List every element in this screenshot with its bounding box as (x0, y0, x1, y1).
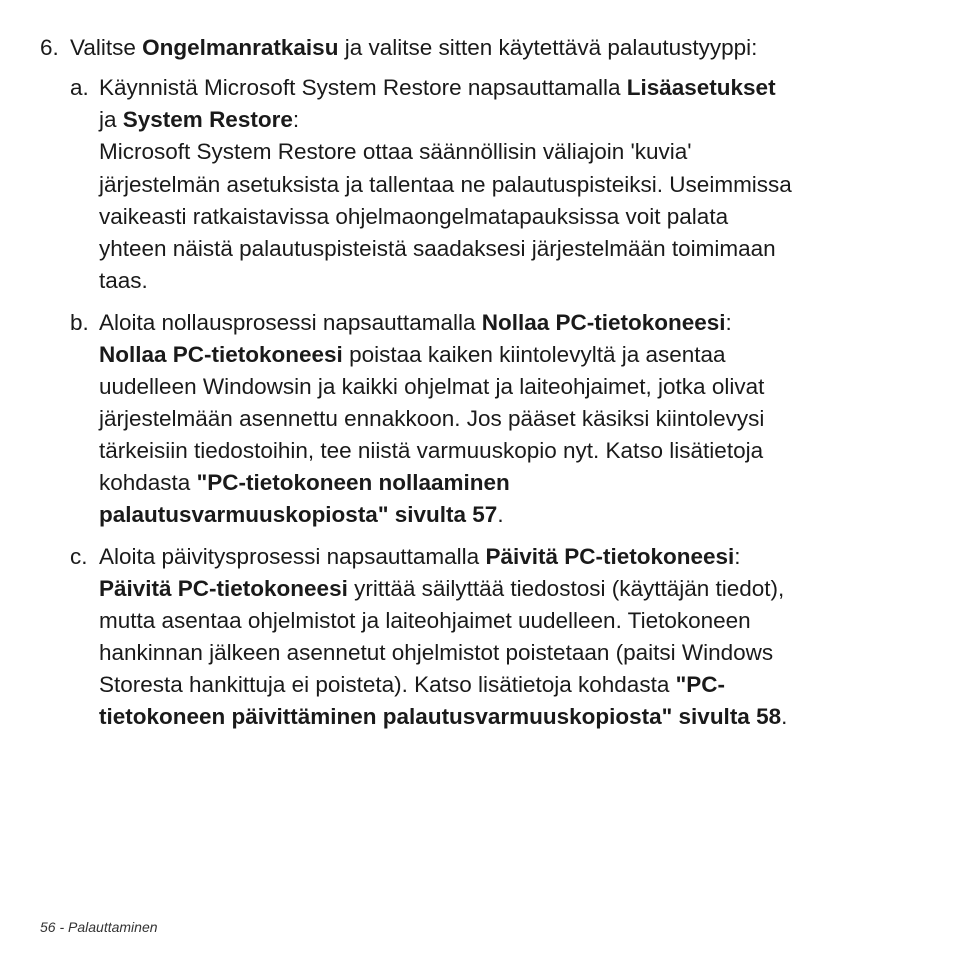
item-a-line-3: Microsoft System Restore ottaa säännöllisin väliajoin 'kuvia' (99, 139, 692, 164)
item-c-line-1: Aloita päivitysprosessi napsauttamalla Päivitä PC-tietokoneesi: (99, 544, 741, 569)
step-number: 6. (40, 35, 59, 60)
item-a-line-7: taas. (99, 268, 148, 293)
item-b-line-7: palautusvarmuuskopiosta" sivulta 57. (99, 502, 504, 527)
item-a-line-2: ja System Restore: (99, 107, 300, 132)
item-a-line-4: järjestelmän asetuksista ja tallentaa ne palautuspisteiksi. Useimmissa (99, 172, 792, 197)
item-b-line-4: järjestelmään asennettu ennakkoon. Jos pääset käsiksi kiintolevysi (99, 406, 765, 431)
step-6-text: Valitse Ongelmanratkaisu ja valitse sitten käytettävä palautustyyppi: (70, 35, 758, 60)
item-b-line-3: uudelleen Windowsin ja kaikki ohjelmat ja laiteohjaimet, jotka olivat (99, 374, 765, 399)
page-footer: 56 - Palauttaminen (40, 919, 158, 935)
item-a-line-1: Käynnistä Microsoft System Restore napsauttamalla Lisäasetukset (99, 75, 776, 100)
item-c-line-4: hankinnan jälkeen asennetut ohjelmistot poistetaan (paitsi Windows (99, 640, 774, 665)
item-b-marker: b. (70, 310, 89, 335)
item-b-line-6: kohdasta "PC-tietokoneen nollaaminen (99, 470, 510, 495)
item-c-line-2: Päivitä PC-tietokoneesi yrittää säilyttää tiedostosi (käyttäjän tiedot), (99, 576, 785, 601)
cross-reference-link: palautusvarmuuskopiosta" sivulta 57 (99, 502, 498, 527)
item-b-line-1: Aloita nollausprosessi napsauttamalla Nollaa PC-tietokoneesi: (99, 310, 732, 335)
item-a-line-6: yhteen näistä palautuspisteistä saadaksesi järjestelmään toimimaan (99, 236, 776, 261)
item-a-line-5: vaikeasti ratkaistavissa ohjelmaongelmatapauksissa voit palata (99, 204, 729, 229)
item-c-line-3: mutta asentaa ohjelmistot ja laiteohjaimet uudelleen. Tietokoneen (99, 608, 751, 633)
ongelmanratkaisu-term: Ongelmanratkaisu (142, 35, 339, 60)
cross-reference-link: "PC-tietokoneen nollaaminen (196, 470, 510, 495)
item-b-line-2: Nollaa PC-tietokoneesi poistaa kaiken kiintolevyltä ja asentaa (99, 342, 726, 367)
cross-reference-link: tietokoneen päivittäminen palautusvarmuuskopiosta" sivulta 58 (99, 704, 782, 729)
item-c-line-5: Storesta hankittuja ei poisteta). Katso lisätietoja kohdasta "PC- (99, 672, 726, 697)
item-c-line-6: tietokoneen päivittäminen palautusvarmuuskopiosta" sivulta 58. (99, 704, 788, 729)
cross-reference-link: "PC- (675, 672, 726, 697)
item-a-marker: a. (70, 75, 89, 100)
item-c-marker: c. (70, 544, 88, 569)
item-b-line-5: tärkeisiin tiedostoihin, tee niistä varmuuskopio nyt. Katso lisätietoja (99, 438, 764, 463)
